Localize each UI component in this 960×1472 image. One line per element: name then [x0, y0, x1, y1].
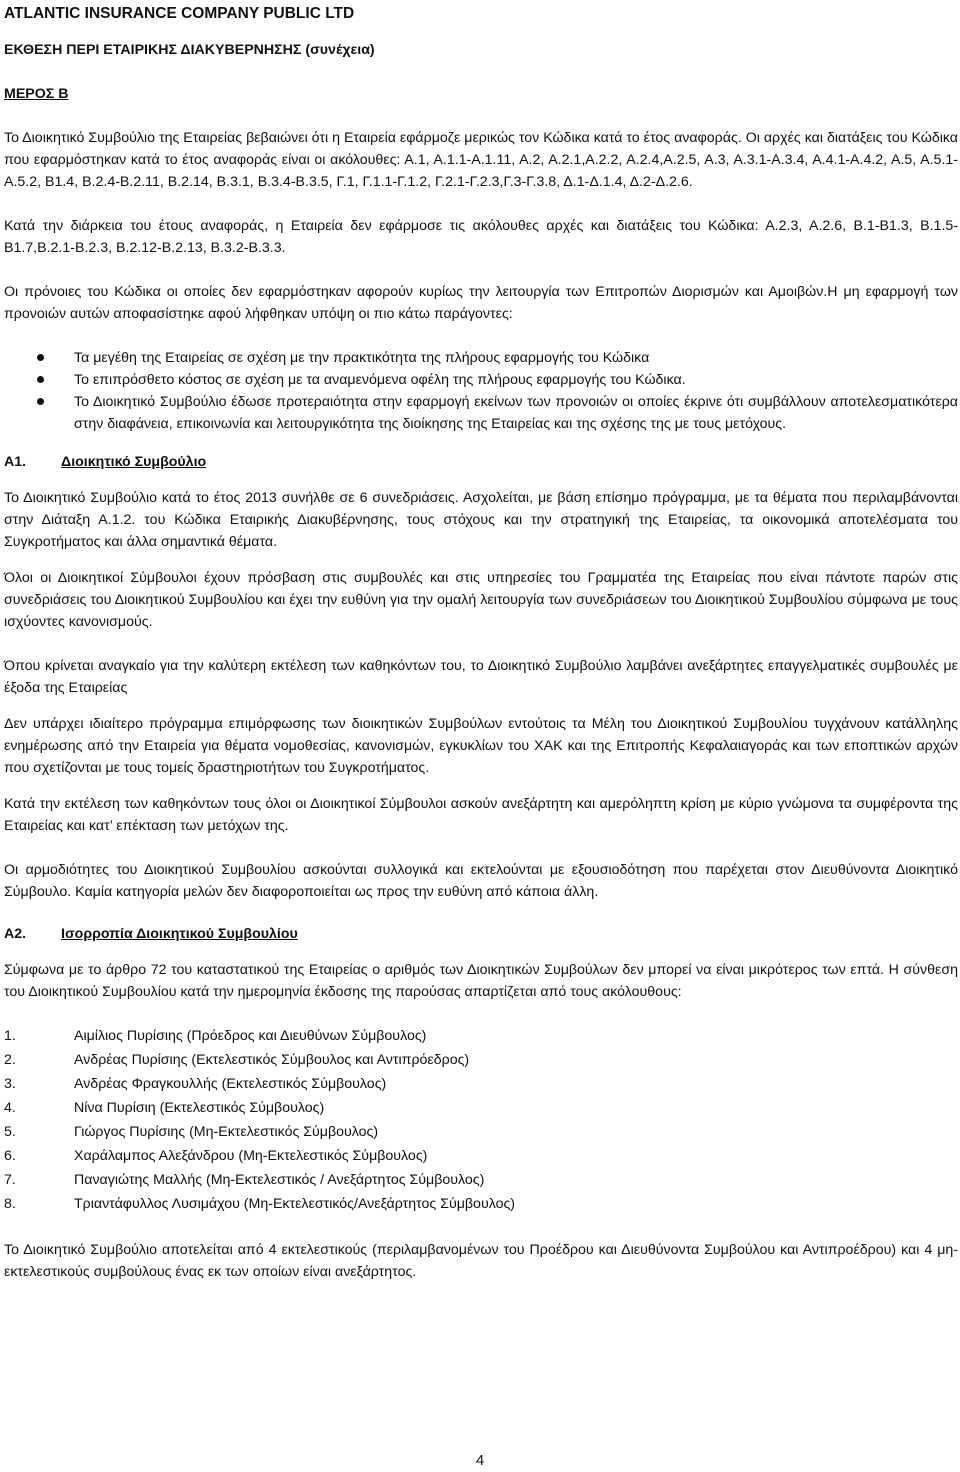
bullet-icon — [37, 376, 44, 383]
list-item — [4, 1073, 958, 1097]
list-item-text: Τα μεγέθη της Εταιρείας σε σχέση με την πρακτικότητα της πλήρους εφαρμογής του Κώδικα — [74, 350, 650, 366]
a1-paragraph: Όλοι οι Διοικητικοί Σύμβουλοι έχουν πρόσβαση στις συμβουλές και στις υπηρεσίες του Γραμματέα της Εταιρείας που είναι πάντοτε παρών στις συνεδριάσεις του Διοικητικού Συμβουλίου και έχει την ευθύνη για την ομαλή λειτουργία των συνεδριάσεων του Διοικητικού Συμβουλίου σύμφωνα με τους ισχύοντες κανονισμούς. — [4, 570, 958, 630]
section-number: Α1. — [4, 454, 27, 470]
member-name: Ανδρέας Φραγκουλλής (Εκτελεστικός Σύμβουλος) — [74, 1076, 387, 1092]
part-heading: ΜΕΡΟΣ Β — [4, 86, 69, 102]
list-item — [4, 347, 958, 369]
list-number: 6. — [4, 1148, 16, 1164]
list-number: 8. — [4, 1196, 16, 1212]
list-number: 3. — [4, 1076, 16, 1092]
list-item — [4, 1121, 958, 1145]
member-name: Νίνα Πυρίσιη (Εκτελεστικός Σύμβουλος) — [74, 1100, 325, 1116]
list-item — [4, 391, 958, 435]
member-name: Ανδρέας Πυρίσιης (Εκτελεστικός Σύμβουλος και Αντιπρόεδρος) — [74, 1052, 470, 1068]
list-item — [4, 1049, 958, 1073]
document-body — [4, 3, 958, 1283]
list-item — [4, 1025, 958, 1049]
page-number: 4 — [475, 1452, 485, 1469]
a1-paragraph: Όπου κρίνεται αναγκαίο για την καλύτερη εκτέλεση των καθηκόντων του, το Διοικητικό Συμβούλιο λαμβάνει ανεξάρτητες επαγγελματικές συμβουλές με έξοδα της Εταιρείας — [4, 658, 958, 696]
board-members-list — [4, 1025, 958, 1217]
a2-closing-paragraph: Το Διοικητικό Συμβούλιο αποτελείται από 4 εκτελεστικούς (περιλαμβανομένων του Προέδρου και Διευθύνοντα Συμβούλου και Αντιπροέδρου) και 4 μη-εκτελεστικούς συμβούλους ένας εκ των οποίων είναι ανεξάρτητος. — [4, 1242, 958, 1280]
report-title: ΕΚΘΕΣΗ ΠΕΡΙ ΕΤΑΙΡΙΚΗΣ ΔΙΑΚΥΒΕΡΝΗΣΗΣ (συνέχεια) — [4, 42, 375, 58]
section-a1-heading — [4, 451, 958, 473]
section-number: Α2. — [4, 926, 27, 942]
a1-paragraph: Το Διοικητικό Συμβούλιο κατά το έτος 2013 συνήλθε σε 6 συνεδριάσεις. Ασχολείται, με βάση επίσημο πρόγραμμα, με τα θέματα που περιλαμβάνονται στην Διάταξη Α.1.2. του Κώδικα Εταιρικής Διακυβέρνησης, τους στόχους και την στρατηγική της Εταιρείας, τα οικονομικά αποτελέσματα του Συγκροτήματος και άλλα σημαντικά θέματα. — [4, 490, 958, 550]
bullet-icon — [37, 354, 44, 361]
member-name: Γιώργος Πυρίσιης (Μη-Εκτελεστικός Σύμβουλος) — [74, 1124, 379, 1140]
list-item — [4, 369, 958, 391]
intro-paragraph-reasons: Οι πρόνοιες του Κώδικα οι οποίες δεν εφαρμόστηκαν αφορούν κυρίως την λειτουργία των Επιτροπών Διορισμών και Αμοιβών.Η μη εφαρμογή των προνοιών αυτών αποφασίστηκε αφού λήφθηκαν υπόψη οι πιο κάτω παράγοντες: — [4, 284, 958, 322]
list-item — [4, 1169, 958, 1193]
list-item-text: Το επιπρόσθετο κόστος σε σχέση με τα αναμενόμενα οφέλη της πλήρους εφαρμογής του Κώδικα. — [74, 372, 686, 388]
list-item — [4, 1193, 958, 1217]
section-title: Ισορροπία Διοικητικού Συμβουλίου — [61, 926, 298, 942]
bullet-icon — [37, 398, 44, 405]
member-name: Αιμίλιος Πυρίσιης (Πρόεδρος και Διευθύνων Σύμβουλος) — [74, 1028, 427, 1044]
member-name: Παναγιώτης Μαλλής (Μη-Εκτελεστικός / Ανεξάρτητος Σύμβουλος) — [74, 1172, 485, 1188]
intro-paragraph-not-applied: Κατά την διάρκεια του έτους αναφοράς, η Εταιρεία δεν εφάρμοσε τις ακόλουθες αρχές και διατάξεις του Κώδικα: Α.2.3, Α.2.6, Β.1-Β1.3, Β.1.5-Β1.7,Β.2.1-Β.2.3, Β.2.12-Β.2.13, Β.3.2-Β.3.3. — [4, 218, 958, 256]
member-name: Χαράλαμπος Αλεξάνδρου (Μη-Εκτελεστικός Σύμβουλος) — [74, 1148, 428, 1164]
list-number: 4. — [4, 1100, 16, 1116]
section-a2-heading — [4, 923, 958, 945]
member-name: Τριαντάφυλλος Λυσιμάχου (Μη-Εκτελεστικός/Ανεξάρτητος Σύμβουλος) — [74, 1196, 516, 1212]
list-number: 7. — [4, 1172, 16, 1188]
a1-paragraph: Κατά την εκτέλεση των καθηκόντων τους όλοι οι Διοικητικοί Σύμβουλοι ασκούν ανεξάρτητη και αμερόληπτη κρίση με κύριο γνώμονα τα συμφέροντα της Εταιρείας και κατ’ επέκταση των μετόχων της. — [4, 796, 958, 834]
a1-paragraph: Δεν υπάρχει ιδιαίτερο πρόγραμμα επιμόρφωσης των διοικητικών Συμβούλων εντούτοις τα Μέλη του Διοικητικού Συμβουλίου τυγχάνουν κατάλληλης ενημέρωσης από την Εταιρεία για θέματα νομοθεσίας, κανονισμών, εγκυκλίων του ΧΑΚ και της Επιτροπής Κεφαλαιαγοράς και των εποπτικών αρχών που σχετίζονται με τους τομείς δραστηριοτήτων του Συγκροτήματος. — [4, 716, 958, 776]
list-number: 1. — [4, 1028, 16, 1044]
a1-paragraph: Οι αρμοδιότητες του Διοικητικού Συμβουλίου ασκούνται συλλογικά και εκτελούνται με εξουσιοδότηση που παρέχεται στον Διευθύνοντα Διοικητικό Σύμβουλο. Καμία κατηγορία μελών δεν διαφοροποιείται ως προς την ευθύνη από κάποια άλλη. — [4, 862, 958, 900]
company-name: ATLANTIC INSURANCE COMPANY PUBLIC LTD — [4, 5, 355, 22]
section-title: Διοικητικό Συμβούλιο — [61, 454, 207, 470]
list-item — [4, 1097, 958, 1121]
a2-intro-paragraph: Σύμφωνα με το άρθρο 72 του καταστατικού της Εταιρείας ο αριθμός των Διοικητικών Συμβούλων δεν μπορεί να είναι μικρότερος των επτά. Η σύνθεση του Διοικητικού Συμβουλίου κατά την ημερομηνία έκδοσης της παρούσας απαρτίζεται από τους ακόλουθους: — [4, 962, 958, 1000]
reasons-list — [4, 347, 958, 435]
intro-paragraph-applied: Το Διοικητικό Συμβούλιο της Εταιρείας βεβαιώνει ότι η Εταιρεία εφάρμοζε μερικώς τον Κώδικα κατά το έτος αναφοράς. Οι αρχές και διατάξεις του Κώδικα που εφαρμόστηκαν κατά το έτος αναφοράς είναι οι ακόλουθες: Α.1, Α.1.1-Α.1.11, Α.2, Α.2.1,Α.2.2, Α.2.4,Α.2.5, Α.3, Α.3.1-Α.3.4, Α.4.1-Α.4.2, Α.5, Α.5.1-Α.5.2, Β1.4, Β.2.4-Β.2.11, Β.2.14, Β.3.1, Β.3.4-Β.3.5, Γ.1, Γ.1.1-Γ.1.2, Γ.2.1-Γ.2.3,Γ.3-Γ.3.8, Δ.1-Δ.1.4, Δ.2-Δ.2.6. — [4, 130, 958, 190]
list-number: 5. — [4, 1124, 16, 1140]
list-item-text: Το Διοικητικό Συμβούλιο έδωσε προτεραιότητα στην εφαρμογή εκείνων των προνοιών οι οποίες έκρινε ότι συμβάλλουν αποτελεσματικότερα στην διαφάνεια, επικοινωνία και λειτουργικότητα της διοίκησης της Εταιρείας και της σχέσης της με τους μετόχους. — [74, 394, 958, 432]
list-item — [4, 1145, 958, 1169]
list-number: 2. — [4, 1052, 16, 1068]
